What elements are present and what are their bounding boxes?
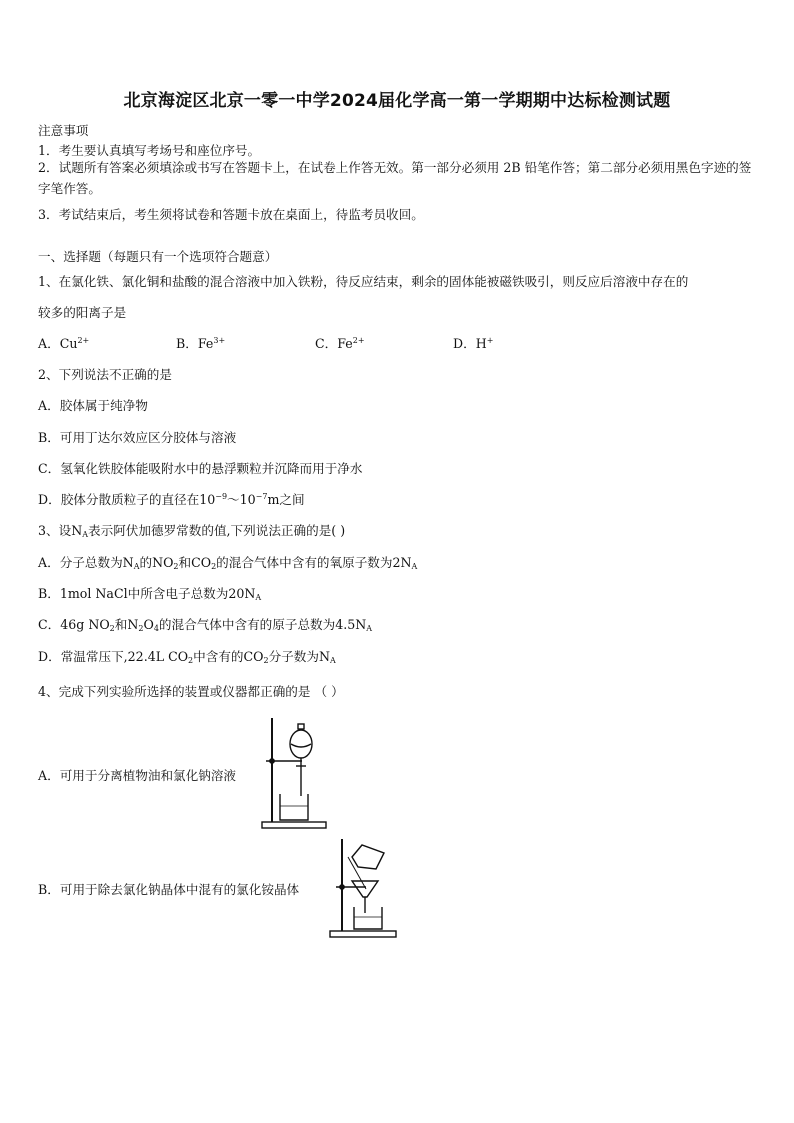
q2-option-d-exp1: −9 — [215, 492, 228, 501]
q3-a-t2: 的NO — [139, 555, 174, 570]
q1-stem-line2: 较多的阳离子是 — [38, 305, 127, 320]
q3-stem-pre: 3、设N — [38, 523, 83, 538]
q3-option-b[interactable] — [38, 583, 261, 602]
q1-option-a[interactable] — [38, 333, 89, 352]
q3-a-s4: A — [411, 562, 418, 571]
notice-item-1: 1．考生要认真填写考场号和座位序号。 — [38, 143, 261, 158]
q1-option-b-charge: 3+ — [213, 336, 226, 345]
q3-c-t2: 和N — [114, 617, 139, 632]
q3-d-t2: 中含有的CO — [193, 649, 264, 664]
q1-option-b-text: B．Fe — [176, 336, 214, 351]
q3-d-t3: 分子数为N — [268, 649, 330, 664]
q3-c-t1: C．46g NO — [38, 617, 110, 632]
q3-option-a[interactable] — [38, 552, 417, 571]
q2-option-d-unit: m之间 — [267, 492, 305, 507]
q2-option-b[interactable]: B．可用丁达尔效应区分胶体与溶液 — [38, 430, 237, 445]
q2-option-c[interactable]: C．氢氧化铁胶体能吸附水中的悬浮颗粒并沉降而用于净水 — [38, 461, 363, 476]
q3-option-c[interactable] — [38, 614, 372, 633]
q3-c-s4: A — [366, 624, 373, 633]
q3-c-s2: 2 — [138, 624, 144, 633]
q1-option-b[interactable] — [176, 333, 225, 352]
q3-a-t4: 的混合气体中含有的氧原子数为2N — [216, 555, 412, 570]
notice-item-2: 2．试题所有答案必须填涂或书写在答题卡上，在试卷上作答无效。第一部分必须用 2B 铅笔作答；第二部分必须用黑色字迹的签字笔作答。 — [38, 160, 752, 196]
q1-option-a-text: A．Cu — [38, 336, 78, 351]
q3-c-s1: 2 — [109, 624, 115, 633]
filtration-apparatus-figure — [326, 837, 400, 941]
q3-a-t1: A．分子总数为N — [38, 555, 134, 570]
q3-stem — [38, 520, 345, 539]
separatory-funnel-apparatus-figure — [258, 714, 330, 832]
q4-option-b[interactable]: B．可用于除去氯化钠晶体中混有的氯化铵晶体 — [38, 882, 300, 897]
q4-option-a[interactable]: A．可用于分离植物油和氯化钠溶液 — [38, 768, 237, 783]
q3-stem-post: 表示阿伏加德罗常数的值,下列说法正确的是( ) — [88, 523, 346, 538]
q2-option-d-text: D．胶体分散质粒子的直径在10 — [38, 492, 216, 507]
notice-heading: 注意事项 — [38, 123, 89, 138]
q2-option-d-exp2: −7 — [255, 492, 268, 501]
q1-option-a-charge: 2+ — [77, 336, 90, 345]
q3-b-t1: B．1mol NaCl中所含电子总数为20N — [38, 586, 256, 601]
q3-a-s3: 2 — [211, 562, 217, 571]
q2-option-d[interactable] — [38, 489, 305, 508]
q1-option-c-charge: 2+ — [352, 336, 365, 345]
q3-a-s2: 2 — [173, 562, 179, 571]
q3-d-s2: 2 — [263, 656, 269, 665]
q2-option-a[interactable]: A．胶体属于纯净物 — [38, 398, 148, 413]
page-title: 北京海淀区北京一零一中学2024届化学高一第一学期期中达标检测试题 — [123, 91, 671, 111]
q1-option-d[interactable] — [453, 333, 493, 352]
q2-stem: 2、下列说法不正确的是 — [38, 367, 172, 382]
q3-a-t3: 和CO — [178, 555, 212, 570]
q3-option-d[interactable] — [38, 646, 336, 665]
q1-option-c[interactable] — [315, 333, 365, 352]
q1-option-d-text: D．H — [453, 336, 487, 351]
q3-a-s1: A — [133, 562, 140, 571]
q3-c-t3: O — [143, 617, 154, 632]
q3-d-s1: 2 — [188, 656, 194, 665]
q2-option-d-mid: ～10 — [227, 492, 256, 507]
q3-stem-sub: A — [82, 530, 89, 539]
section-heading: 一、选择题（每题只有一个选项符合题意） — [38, 249, 278, 264]
q3-d-s3: A — [329, 656, 336, 665]
q3-b-s1: A — [255, 593, 262, 602]
q3-d-t1: D．常温常压下,22.4L CO — [38, 649, 189, 664]
q1-option-d-charge: + — [486, 336, 494, 345]
q4-stem: 4、完成下列实验所选择的装置或仪器都正确的是 （ ） — [38, 684, 344, 699]
notice-item-3: 3．考试结束后，考生须将试卷和答题卡放在桌面上，待监考员收回。 — [38, 207, 424, 222]
q3-c-t4: 的混合气体中含有的原子总数为4.5N — [158, 617, 367, 632]
q3-c-s3: 4 — [153, 624, 159, 633]
q1-stem-line1: 1、在氯化铁、氯化铜和盐酸的混合溶液中加入铁粉，待反应结束，剩余的固体能被磁铁吸引，则反应后溶液中存在的 — [38, 274, 689, 289]
q1-option-c-text: C．Fe — [315, 336, 353, 351]
